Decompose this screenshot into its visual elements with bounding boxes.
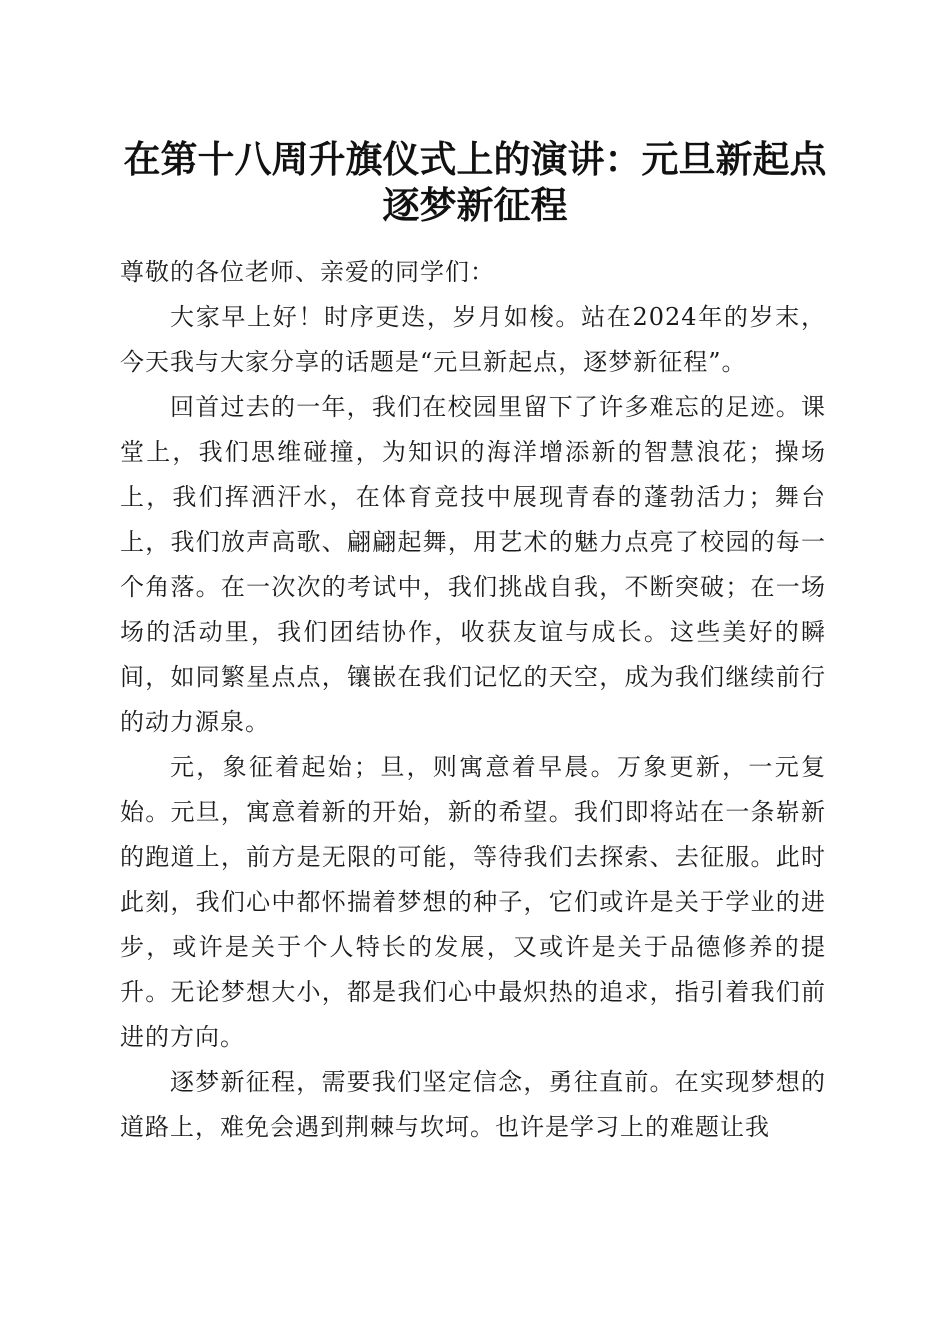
salutation: 尊敬的各位老师、亲爱的同学们： <box>120 258 495 286</box>
paragraph-4: 逐梦新征程，需要我们坚定信念，勇往直前。在实现梦想的道路上，难免会遇到荆棘与坎坷。也许是学习上的难题让我 <box>120 1068 826 1141</box>
document-title: 在第十八周升旗仪式上的演讲：元旦新起点逐梦新征程 <box>123 137 827 227</box>
paragraph-3: 元，象征着起始；旦，则寓意着早晨。万象更新，一元复始。元旦，寓意着新的开始，新的希望。我们即将站在一条崭新的跑道上，前方是无限的可能，等待我们去探索、去征服。此时此刻，我们心中都怀揣着梦想的种子，它们或许是关于学业的进步，或许是关于个人特长的发展，又或许是关于品德修养的提升。无论梦想大小，都是我们心中最炽热的追求，指引着我们前进的方向。 <box>120 753 826 1051</box>
document-body <box>120 250 826 1150</box>
paragraph-1: 大家早上好！时序更迭，岁月如梭。站在2024年的岁末，今天我与大家分享的话题是“元旦新起点，逐梦新征程”。 <box>120 303 826 376</box>
paragraph-2: 回首过去的一年，我们在校园里留下了许多难忘的足迹。课堂上，我们思维碰撞，为知识的海洋增添新的智慧浪花；操场上，我们挥洒汗水，在体育竞技中展现青春的蓬勃活力；舞台上，我们放声高歌、翩翩起舞，用艺术的魅力点亮了校园的每一个角落。在一次次的考试中，我们挑战自我，不断突破；在一场场的活动里，我们团结协作，收获友谊与成长。这些美好的瞬间，如同繁星点点，镶嵌在我们记忆的天空，成为我们继续前行的动力源泉。 <box>120 393 826 736</box>
